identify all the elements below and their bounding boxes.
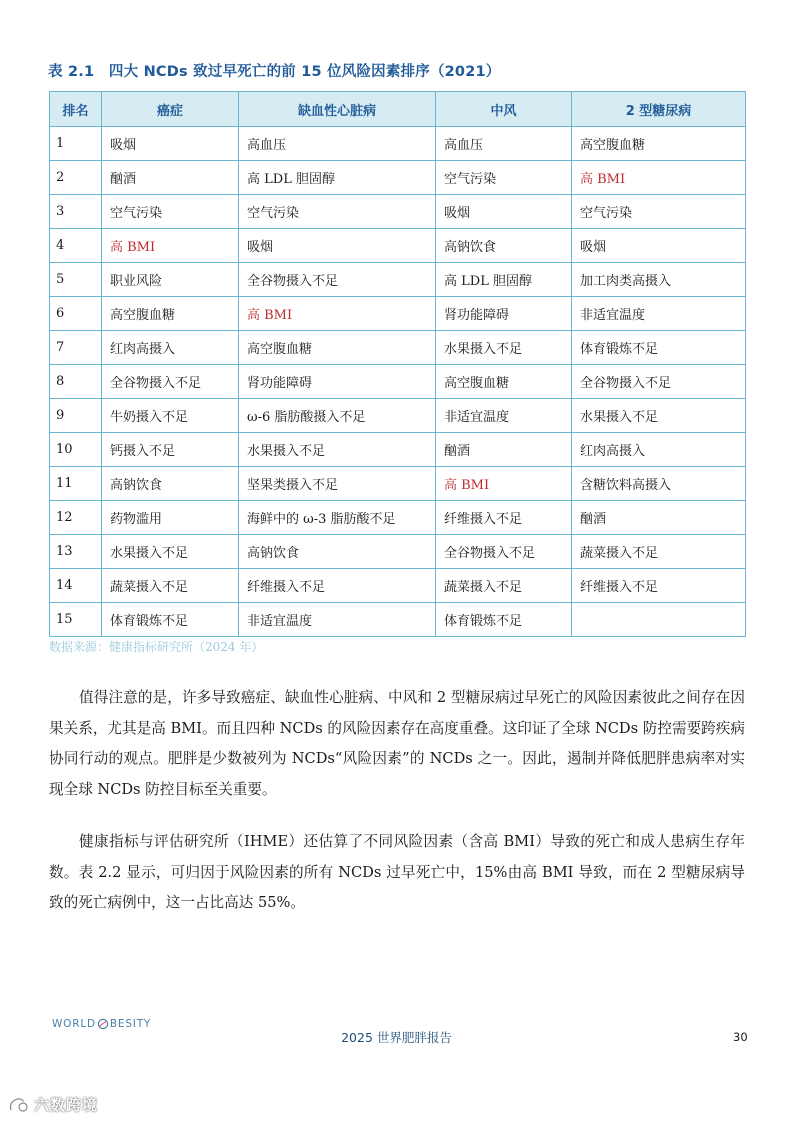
- cell-cancer: 空气污染: [102, 195, 239, 229]
- cell-cancer: 高空腹血糖: [102, 297, 239, 331]
- cell-type2-diabetes: 全谷物摄入不足: [572, 365, 746, 399]
- table-row: [50, 229, 746, 263]
- cell-rank: 12: [50, 501, 102, 535]
- cell-cancer: 钙摄入不足: [102, 433, 239, 467]
- report-title-footer: 2025 世界肥胖报告: [341, 1030, 452, 1045]
- cell-rank: 4: [50, 229, 102, 263]
- cell-stroke: 高 LDL 胆固醇: [436, 263, 572, 297]
- cell-ischemic-heart-disease: 高 LDL 胆固醇: [239, 161, 436, 195]
- header-cancer: 癌症: [102, 92, 239, 127]
- cell-ischemic-heart-disease: 高血压: [239, 127, 436, 161]
- data-source-note: 数据来源：健康指标研究所（2024 年）: [49, 640, 264, 654]
- cell-type2-diabetes: 体育锻炼不足: [572, 331, 746, 365]
- header-stroke: 中风: [436, 92, 572, 127]
- header-ischemic-heart-disease: 缺血性心脏病: [239, 92, 436, 127]
- risk-factor-table: [49, 91, 746, 637]
- cell-cancer: 蔬菜摄入不足: [102, 569, 239, 603]
- table-row: [50, 569, 746, 603]
- cell-rank: 15: [50, 603, 102, 637]
- table-row: [50, 365, 746, 399]
- cell-stroke: 吸烟: [436, 195, 572, 229]
- cell-stroke: 体育锻炼不足: [436, 603, 572, 637]
- cell-stroke: 纤维摄入不足: [436, 501, 572, 535]
- cell-stroke: 肾功能障碍: [436, 297, 572, 331]
- cell-type2-diabetes: 水果摄入不足: [572, 399, 746, 433]
- cell-rank: 7: [50, 331, 102, 365]
- cell-type2-diabetes: 红肉高摄入: [572, 433, 746, 467]
- header-rank: 排名: [50, 92, 102, 127]
- watermark-text: 六数跨境: [34, 1096, 99, 1114]
- cell-ischemic-heart-disease: 全谷物摄入不足: [239, 263, 436, 297]
- cell-cancer: 全谷物摄入不足: [102, 365, 239, 399]
- table-row: [50, 297, 746, 331]
- table-header-row: [50, 92, 746, 127]
- cell-stroke: 高血压: [436, 127, 572, 161]
- cell-stroke: 空气污染: [436, 161, 572, 195]
- logo-text-left: WORLD: [52, 1018, 96, 1030]
- body-paragraph-1: 值得注意的是，许多导致癌症、缺血性心脏病、中风和 2 型糖尿病过早死亡的风险因素彼此之间存在因果关系，尤其是高 BMI。而且四种 NCDs 的风险因素存在高度重叠。这印证了全球 NCDs 防控需要跨疾病协同行动的观点。肥胖是少数被列为 NCDs“风险因素”的 NCDs 之一。因此，遏制并降低肥胖患病率对实现全球 NCDs 防控目标至关重要。: [49, 689, 745, 798]
- watermark: [8, 1094, 98, 1115]
- cell-ischemic-heart-disease: 高钠饮食: [239, 535, 436, 569]
- cell-cancer: 水果摄入不足: [102, 535, 239, 569]
- cell-ischemic-heart-disease: 非适宜温度: [239, 603, 436, 637]
- table-row: [50, 467, 746, 501]
- body-paragraph-2: 健康指标与评估研究所（IHME）还估算了不同风险因素（含高 BMI）导致的死亡和成人患病生存年数。表 2.2 显示，可归因于风险因素的所有 NCDs 过早死亡中，15%由高 BMI 导致，而在 2 型糖尿病导致的死亡病例中，这一占比高达 55%。: [49, 833, 745, 911]
- cell-cancer: 红肉高摄入: [102, 331, 239, 365]
- cell-cancer: 高 BMI: [102, 229, 239, 263]
- cell-rank: 3: [50, 195, 102, 229]
- cell-rank: 1: [50, 127, 102, 161]
- cell-cancer: 药物滥用: [102, 501, 239, 535]
- cell-type2-diabetes: 纤维摄入不足: [572, 569, 746, 603]
- cell-stroke: 蔬菜摄入不足: [436, 569, 572, 603]
- cell-ischemic-heart-disease: 高空腹血糖: [239, 331, 436, 365]
- table-row: [50, 603, 746, 637]
- cell-ischemic-heart-disease: 吸烟: [239, 229, 436, 263]
- cell-rank: 8: [50, 365, 102, 399]
- logo-text-right: BESITY: [109, 1018, 152, 1030]
- watermark-logo-icon: [8, 1096, 30, 1114]
- table-row: [50, 501, 746, 535]
- cell-ischemic-heart-disease: 肾功能障碍: [239, 365, 436, 399]
- cell-rank: 9: [50, 399, 102, 433]
- cell-cancer: 酗酒: [102, 161, 239, 195]
- cell-type2-diabetes: 蔬菜摄入不足: [572, 535, 746, 569]
- cell-ischemic-heart-disease: 高 BMI: [239, 297, 436, 331]
- cell-ischemic-heart-disease: 水果摄入不足: [239, 433, 436, 467]
- cell-ischemic-heart-disease: 空气污染: [239, 195, 436, 229]
- cell-rank: 5: [50, 263, 102, 297]
- cell-type2-diabetes: 吸烟: [572, 229, 746, 263]
- cell-type2-diabetes: 空气污染: [572, 195, 746, 229]
- header-type2-diabetes: 2 型糖尿病: [572, 92, 746, 127]
- page-number: 30: [733, 1030, 748, 1044]
- cell-type2-diabetes: 高空腹血糖: [572, 127, 746, 161]
- cell-type2-diabetes: 非适宜温度: [572, 297, 746, 331]
- cell-rank: 6: [50, 297, 102, 331]
- cell-stroke: 全谷物摄入不足: [436, 535, 572, 569]
- cell-rank: 10: [50, 433, 102, 467]
- cell-rank: 2: [50, 161, 102, 195]
- cell-ischemic-heart-disease: 纤维摄入不足: [239, 569, 436, 603]
- cell-stroke: 高空腹血糖: [436, 365, 572, 399]
- cell-stroke: 高 BMI: [436, 467, 572, 501]
- table-body: [50, 127, 746, 637]
- table-row: [50, 433, 746, 467]
- cell-type2-diabetes: [572, 603, 746, 637]
- cell-ischemic-heart-disease: 海鲜中的 ω-3 脂肪酸不足: [239, 501, 436, 535]
- cell-type2-diabetes: 含糖饮料高摄入: [572, 467, 746, 501]
- table-row: [50, 161, 746, 195]
- cell-rank: 13: [50, 535, 102, 569]
- cell-ischemic-heart-disease: 坚果类摄入不足: [239, 467, 436, 501]
- table-row: [50, 263, 746, 297]
- cell-stroke: 高钠饮食: [436, 229, 572, 263]
- cell-type2-diabetes: 加工肉类高摄入: [572, 263, 746, 297]
- table-row: [50, 399, 746, 433]
- table-row: [50, 535, 746, 569]
- table-title: 表 2.1 四大 NCDs 致过早死亡的前 15 位风险因素排序（2021）: [48, 64, 501, 80]
- cell-type2-diabetes: 酗酒: [572, 501, 746, 535]
- cell-rank: 14: [50, 569, 102, 603]
- cell-stroke: 水果摄入不足: [436, 331, 572, 365]
- cell-cancer: 高钠饮食: [102, 467, 239, 501]
- cell-cancer: 职业风险: [102, 263, 239, 297]
- table-row: [50, 331, 746, 365]
- table-row: [50, 195, 746, 229]
- cell-rank: 11: [50, 467, 102, 501]
- cell-cancer: 体育锻炼不足: [102, 603, 239, 637]
- cell-ischemic-heart-disease: ω-6 脂肪酸摄入不足: [239, 399, 436, 433]
- cell-stroke: 非适宜温度: [436, 399, 572, 433]
- cell-cancer: 牛奶摄入不足: [102, 399, 239, 433]
- cell-stroke: 酗酒: [436, 433, 572, 467]
- cell-cancer: 吸烟: [102, 127, 239, 161]
- cell-type2-diabetes: 高 BMI: [572, 161, 746, 195]
- table-row: [50, 127, 746, 161]
